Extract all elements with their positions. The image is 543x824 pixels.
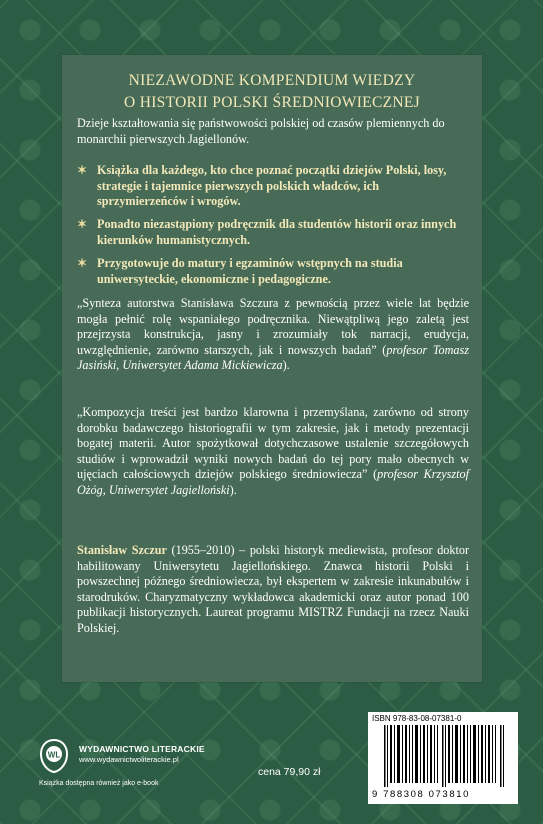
headline bbox=[62, 70, 482, 114]
review-quote bbox=[77, 405, 469, 499]
quote-author: profesor Krzysztof Ożóg, Uniwersytet Jagielloński bbox=[77, 467, 469, 497]
ebook-note: Książka dostępna również jako e-book bbox=[39, 780, 159, 787]
bullet-text: Ponadto niezastąpiony podręcznik dla studentów historii oraz innych kierunków humanistycznych. bbox=[97, 217, 457, 247]
star-bullet-icon: ✶ bbox=[77, 256, 88, 270]
publisher-name: WYDAWNICTWO LITERACKIE bbox=[79, 744, 205, 754]
bullet-text: Przygotowuje do matury i egzaminów wstępnych na studia uniwersyteckie, ekonomiczne i pedagogiczne. bbox=[97, 256, 403, 286]
quote-text: „Kompozycja treści jest bardzo klarowna i przemyślana, zarówno od strony dorobku badawczego historiografii w tym zakresie, jak i metody prezentacji bogatej materii. Autor spożytkował dotychczasowe ustalenie szczegółowych studiów i wprowadził wyniki nowych badań do tej pory mało obecnych w ujęciach całościowych dziejów polskiego średniowiecza” ( bbox=[77, 405, 469, 482]
author-name: Stanisław Szczur bbox=[77, 543, 167, 557]
author-bio-text: (1955–2010) – polski historyk mediewista, profesor doktor habilitowany Uniwersytetu Jagiellońskiego. Znawca historii Polski i powszechnej późnego średniowiecza, był ekspertem w zakresie inkunabułów i starodruków. Charyzmatyczny wykładowca akademicki oraz autor ponad 100 publikacji historycznych. Laureat programu MISTRZ Fundacji na rzecz Nauki Polskiej. bbox=[77, 543, 470, 635]
quote-end: ). bbox=[229, 482, 237, 497]
isbn-label: ISBN 978-83-08-07381-0 bbox=[372, 714, 462, 723]
star-bullet-icon: ✶ bbox=[77, 217, 88, 231]
logo-letters: WL bbox=[47, 750, 61, 760]
headline-line-2: O HISTORII POLSKI ŚREDNIOWIECZNEJ bbox=[124, 94, 420, 111]
quote-end: ). bbox=[282, 358, 290, 373]
author-bio bbox=[77, 543, 469, 637]
star-bullet-icon: ✶ bbox=[77, 163, 88, 177]
isbn-digits: 9 788308 073810 bbox=[372, 789, 470, 800]
quote-author: profesor Tomasz Jasiński, Uniwersytet Adama Mickiewicza bbox=[77, 342, 469, 373]
bullet-text: Książka dla każdego, kto chce poznać początki dziejów Polski, losy, strategie i tajemnice pierwszych polskich władców, ich sprzymierzeńców i wrogów. bbox=[97, 163, 447, 209]
intro-paragraph: Dzieje kształtowania się państwowości polskiej od czasów plemiennych do monarchii pierwszych Jagiellonów. bbox=[77, 116, 445, 146]
publisher-url: www.wydawnictwoliterackie.pl bbox=[79, 755, 179, 764]
quote-text: „Synteza autorstwa Stanisława Szczura z pewnością przez wiele lat będzie mogła pełnić rolę wspaniałego podręcznika. Niewątpliwą jego zaletą jest przejrzysta konstrukcja, jasny i zrozumiały tok narracji, erudycja, uwzględnienie, zarówno starszych, jak i nowszych badań” ( bbox=[77, 296, 469, 357]
barcode-bars bbox=[384, 725, 506, 787]
headline-line-1: NIEZAWODNE KOMPENDIUM WIEDZY bbox=[128, 72, 416, 89]
publisher-logo-icon bbox=[36, 738, 72, 774]
review-quote bbox=[77, 296, 469, 374]
isbn-barcode bbox=[368, 712, 518, 804]
price-label: cena 79,90 zł bbox=[258, 766, 321, 778]
